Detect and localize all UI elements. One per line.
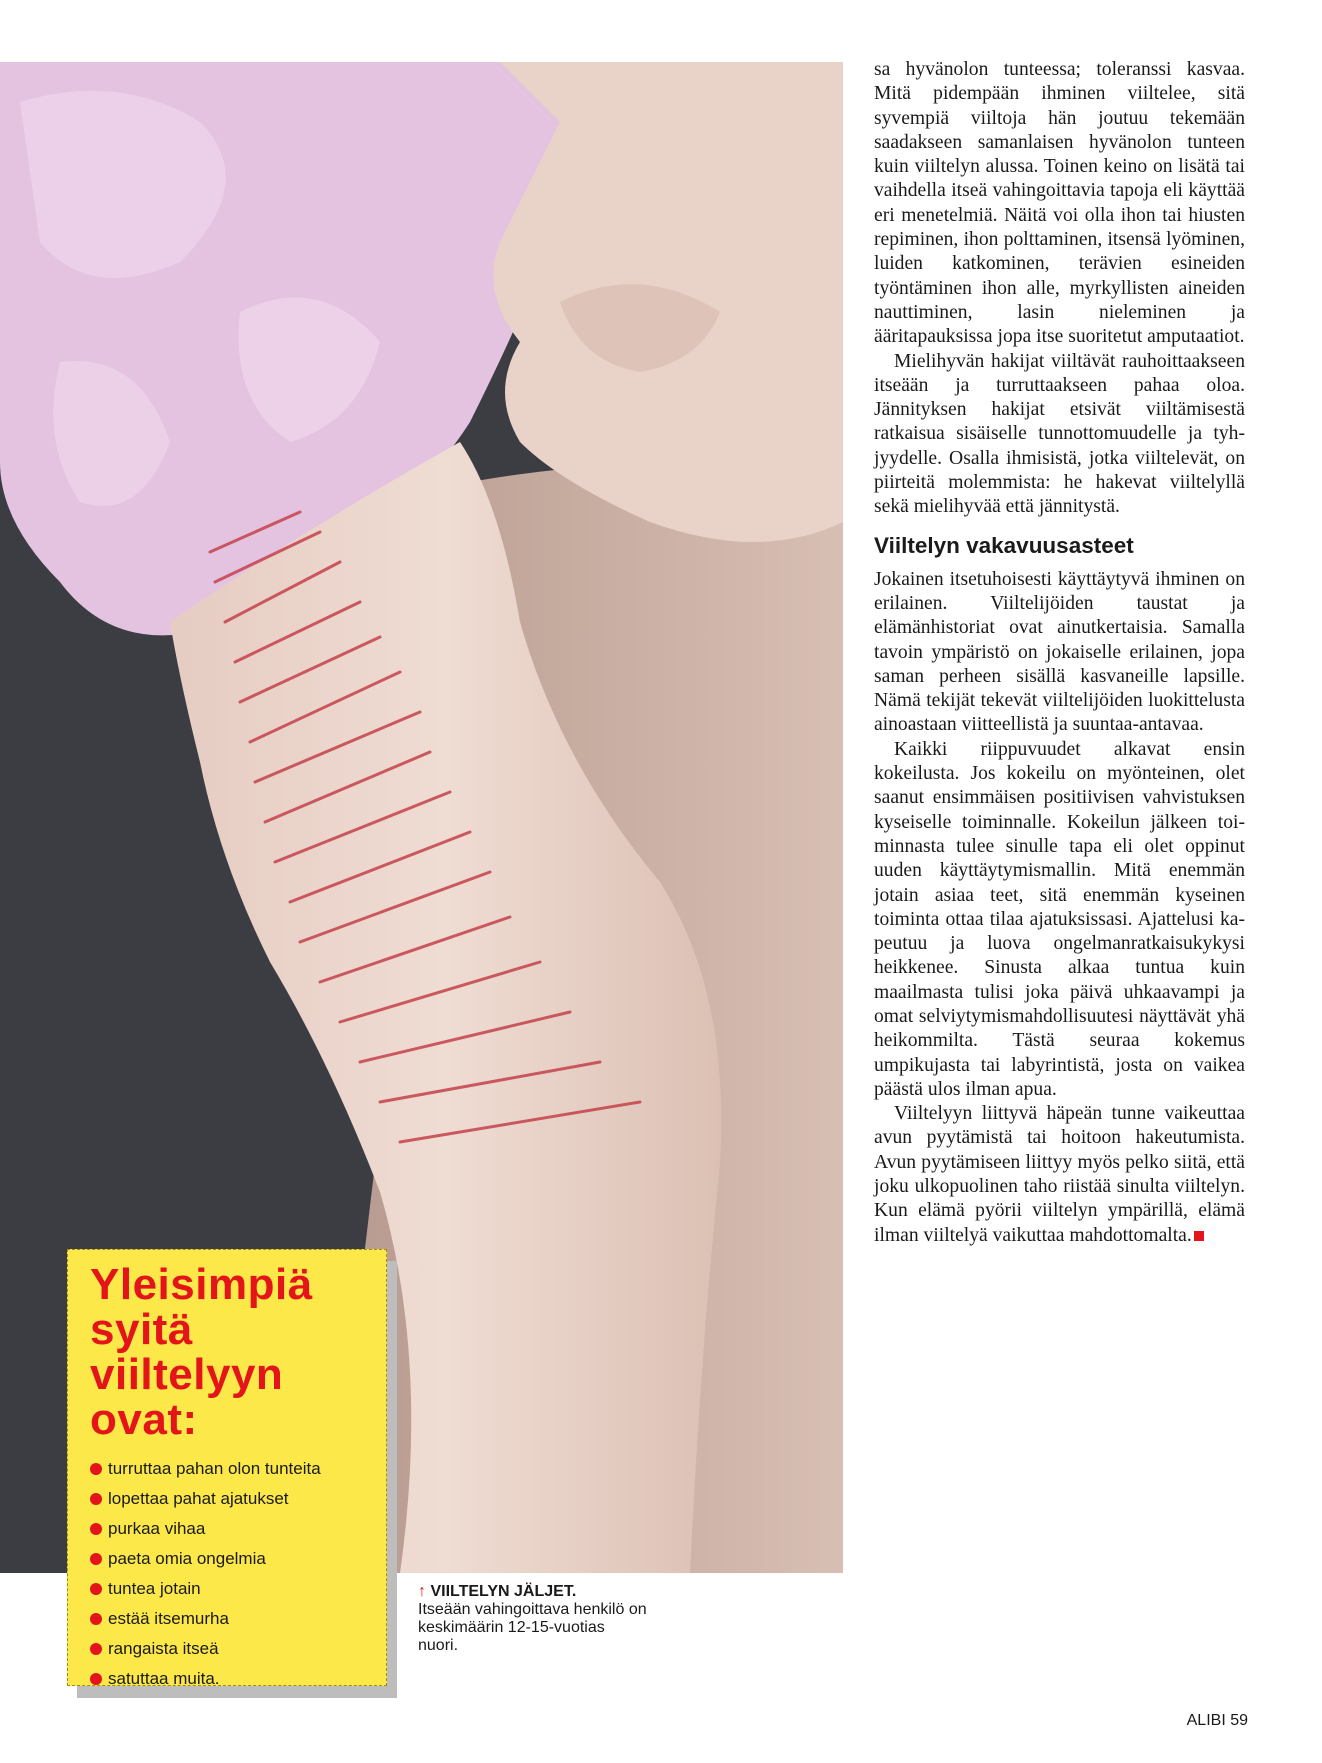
caption-heading: VIILTELYN JÄLJET. [430, 1583, 577, 1600]
photo-caption [418, 1583, 648, 1655]
reasons-sidebar [67, 1249, 387, 1686]
bullet-icon [90, 1463, 102, 1475]
end-mark-icon [1194, 1231, 1204, 1241]
list-item: estää itsemurha [90, 1604, 370, 1634]
list-item: rangaista itseä [90, 1634, 370, 1664]
caption-text: Itseään vahingoittava henkilö on keskimäärin 12-15-vuotias nuori. [418, 1601, 647, 1654]
article-paragraph: sa hyvänolon tunteessa; toleranssi kasvaa. Mitä pidempään ihminen viiltelee, sitä syvempiä viiltoja hän joutuu tekemään saadakseen samanlaisen hyvänolon tunteen kuin viiltelyn alussa. Toinen keino on lisätä tai vaihdella itseä vahingoittavia tapoja eli käyttää eri menetelmiä. Näitä voi olla ihon tai hiusten repiminen, ihon polttaminen, itsensä lyöminen, luiden katkominen, terävien esineiden työntäminen ihon alle, myrkyllisten aineiden nauttiminen, lasin nieleminen ja ääritapauksissa jopa itse suoritetut amputaatiot. [874, 59, 1245, 348]
list-item: purkaa vihaa [90, 1514, 370, 1544]
bullet-icon [90, 1673, 102, 1685]
page-footer: ALIBI 59 [1186, 1712, 1248, 1729]
article-paragraph: Kaikki riippuvuudet alkavat ensin kokeilusta. Jos kokeilu on myönteinen, olet saanut ensimmäisen positiivisen vahvistuksen kyseiselle toiminnalle. Kokeilun jälkeen toiminnasta tulee sinulle tapa eli olet oppinut uuden käyttäytymismallin. Mitä enemmän jotain asiaa teet, sitä enemmän kyseinen toiminta ottaa tilaa ajatuksissasi. Ajattelusi kapeutuu ja luova ongelmanratkaisukykysi heikkenee. Sinusta alkaa tuntua kuin maailmasta tulisi joka päivä uhkaavampi ja omat selviytymismahdollisuutesi näyttävät yhä heikommilta. Tästä seuraa kokemus umpikujasta tai labyrintistä, josta on vaikea päästä ulos ilman apua. [874, 738, 1245, 1100]
bullet-icon [90, 1523, 102, 1535]
arrow-up-icon: ↑ [418, 1583, 426, 1600]
bullet-icon [90, 1553, 102, 1565]
sidebar-title: Yleisimpiä syitä viiltelyyn ovat: [90, 1260, 313, 1444]
reasons-list [90, 1454, 370, 1694]
list-item: lopettaa pahat ajatukset [90, 1484, 370, 1514]
list-item: satuttaa muita. [90, 1664, 370, 1694]
section-heading: Viiltelyn vakavuusasteet [874, 532, 1134, 558]
article-paragraph: Mielihyvän hakijat viiltävät rauhoittaakseen itseään ja turruttaakseen pahaa oloa. Jännityksen hakijat etsivät viiltämisestä ratkaisua sisäiselle tunnottomuudelle ja tyhjyydelle. Osalla ihmisistä, jotka viiltelevät, on piirteitä molemmista: he hakevat viiltelyllä sekä mielihyvää että jännitystä. [874, 350, 1245, 518]
article-paragraph-last: Viiltelyyn liittyvä häpeän tunne vaikeuttaa avun pyytämistä tai hoitoon hakeutumista. Avun pyytämiseen liittyy myös pelko siitä, että joku ulkopuolinen taho riistää sinulta viiltelyn. Kun elämä pyörii viiltelyn ympärillä, elämä ilman viiltelyä vaikuttaa mahdottomalta. [874, 1103, 1245, 1246]
article-paragraph: Jokainen itsetuhoisesti käyttäytyvä ihminen on erilainen. Viiltelijöiden taustat ja elämänhistoriat ovat ainutkertaisia. Samalla tavoin ympäristö on jokaiselle erilainen, jopa saman perheen sisällä kasvaneille lapsille. Nämä tekijät tekevät viiltelijöiden luokittelusta ainoastaan viitteellistä ja suuntaa-antavaa. [874, 568, 1245, 736]
list-item: turruttaa pahan olon tunteita [90, 1454, 370, 1484]
bullet-icon [90, 1493, 102, 1505]
bullet-icon [90, 1613, 102, 1625]
list-item: paeta omia ongelmia [90, 1544, 370, 1574]
bullet-icon [90, 1583, 102, 1595]
article-column [874, 58, 1245, 1248]
bullet-icon [90, 1643, 102, 1655]
list-item: tuntea jotain [90, 1574, 370, 1604]
